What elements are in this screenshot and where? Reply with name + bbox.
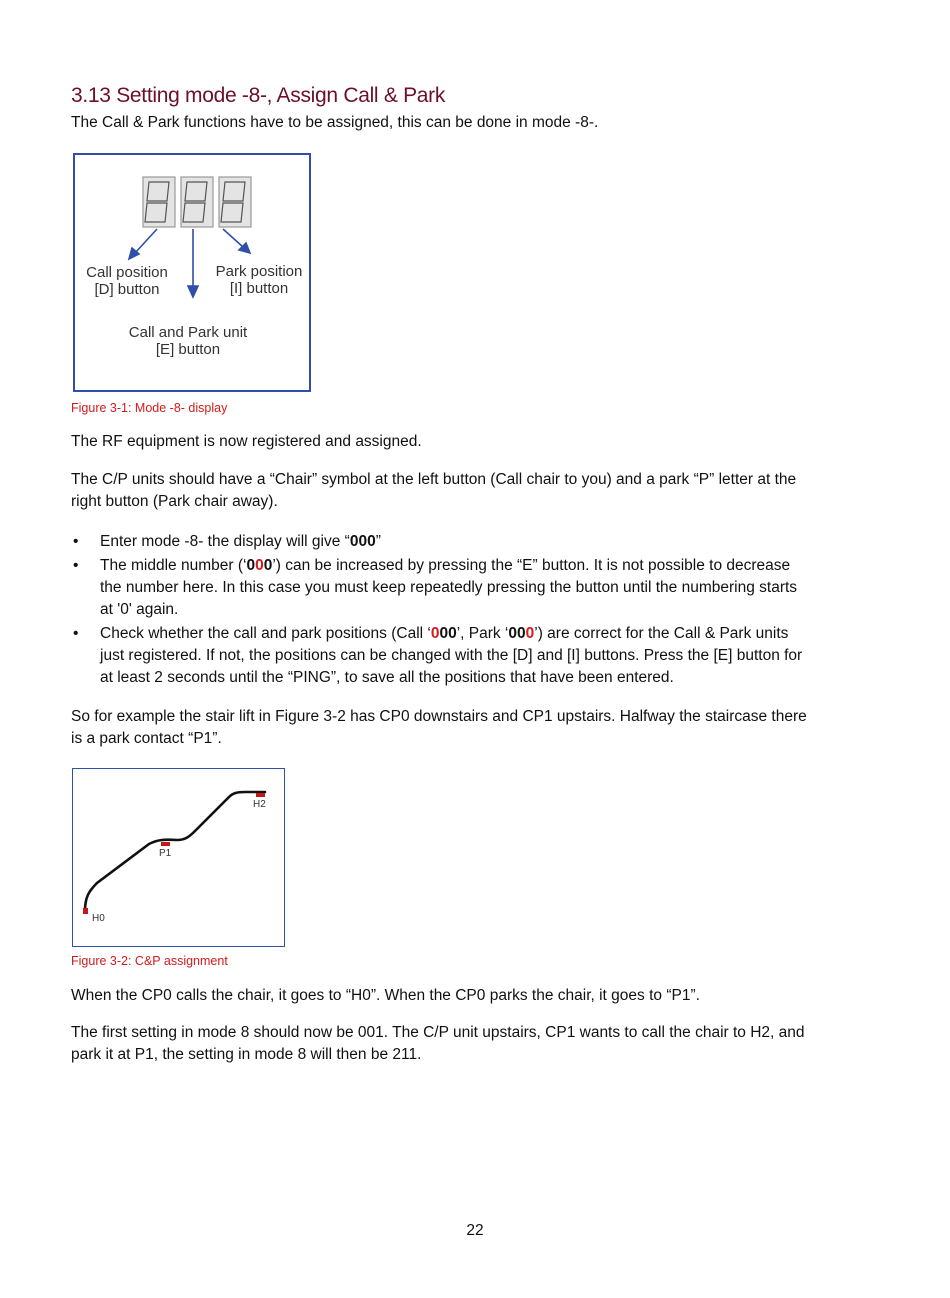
park-position-label: Park position (215, 263, 303, 280)
cp-assignment-figure (72, 768, 285, 947)
example-paragraph: So for example the stair lift in Figure 3-2 has CP0 downstairs and CP1 upstairs. Halfway the staircase there is a park contact “P1”. (71, 708, 807, 747)
bullet-icon: • (73, 533, 79, 550)
h0-marker (83, 908, 88, 914)
h2-label: H2 (253, 799, 266, 810)
list-item: • Check whether the call and park positions (Call ‘000’, Park ‘000’) are correct for the Call & Park units just registered. If not, the positions can be changed with the [D] and [I] buttons. Press the [E] button for at least 2 seconds until the “PING”, to save all the positions that have been entered. (73, 625, 803, 686)
display-value: 000 (349, 533, 376, 550)
calls-paragraph: When the CP0 calls the chair, it goes to “H0”. When the CP0 parks the chair, it goes to “P1”. (71, 987, 700, 1004)
call-button-label: [D] button (94, 281, 160, 298)
page-number: 22 (466, 1222, 484, 1239)
mode-8-display-figure (73, 153, 311, 392)
list-item: • The middle number (‘000’) can be increased by pressing the “E” button. It is not possible to decrease the number here. In this case you must keep repeatedly pressing the button until the numbering starts at '0' again. (73, 557, 798, 618)
setting-paragraph: The first setting in mode 8 should now be 001. The C/P unit upstairs, CP1 wants to call the chair to H2, and park it at P1, the setting in mode 8 will then be 211. (71, 1024, 805, 1063)
highlight-digit: 0 (525, 625, 535, 642)
h0-label: H0 (92, 913, 105, 924)
section-heading: 3.13 Setting mode -8-, Assign Call & Park (71, 84, 446, 107)
h2-marker (256, 793, 265, 797)
stair-lift-track-diagram (73, 769, 283, 945)
bullet-icon: • (73, 557, 79, 574)
intro-paragraph: The Call & Park functions have to be assigned, this can be done in mode -8-. (71, 114, 599, 131)
highlight-digit: 0 (430, 625, 440, 642)
list-item: • Enter mode -8- the display will give “000” (71, 531, 811, 553)
symbols-paragraph: The C/P units should have a “Chair” symbol at the left button (Call chair to you) and a park “P” letter at the right button (Park chair away). (71, 471, 797, 510)
park-button-label: [I] button (229, 280, 289, 297)
track-line (85, 792, 265, 911)
registered-paragraph: The RF equipment is now registered and assigned. (71, 433, 422, 450)
p1-label: P1 (159, 848, 172, 859)
seven-segment-display (143, 177, 251, 227)
figure-1-caption: Figure 3-1: Mode -8- display (71, 401, 228, 415)
highlight-digit: 0 (255, 557, 264, 574)
unit-label: Call and Park unit (128, 324, 248, 341)
bullet-icon: • (73, 625, 79, 642)
display-diagram (75, 155, 309, 390)
figure-2-caption: Figure 3-2: C&P assignment (71, 954, 228, 968)
unit-button-label: [E] button (155, 341, 221, 358)
instruction-list (71, 531, 811, 691)
p1-marker (161, 842, 170, 846)
call-position-label: Call position (86, 264, 168, 281)
